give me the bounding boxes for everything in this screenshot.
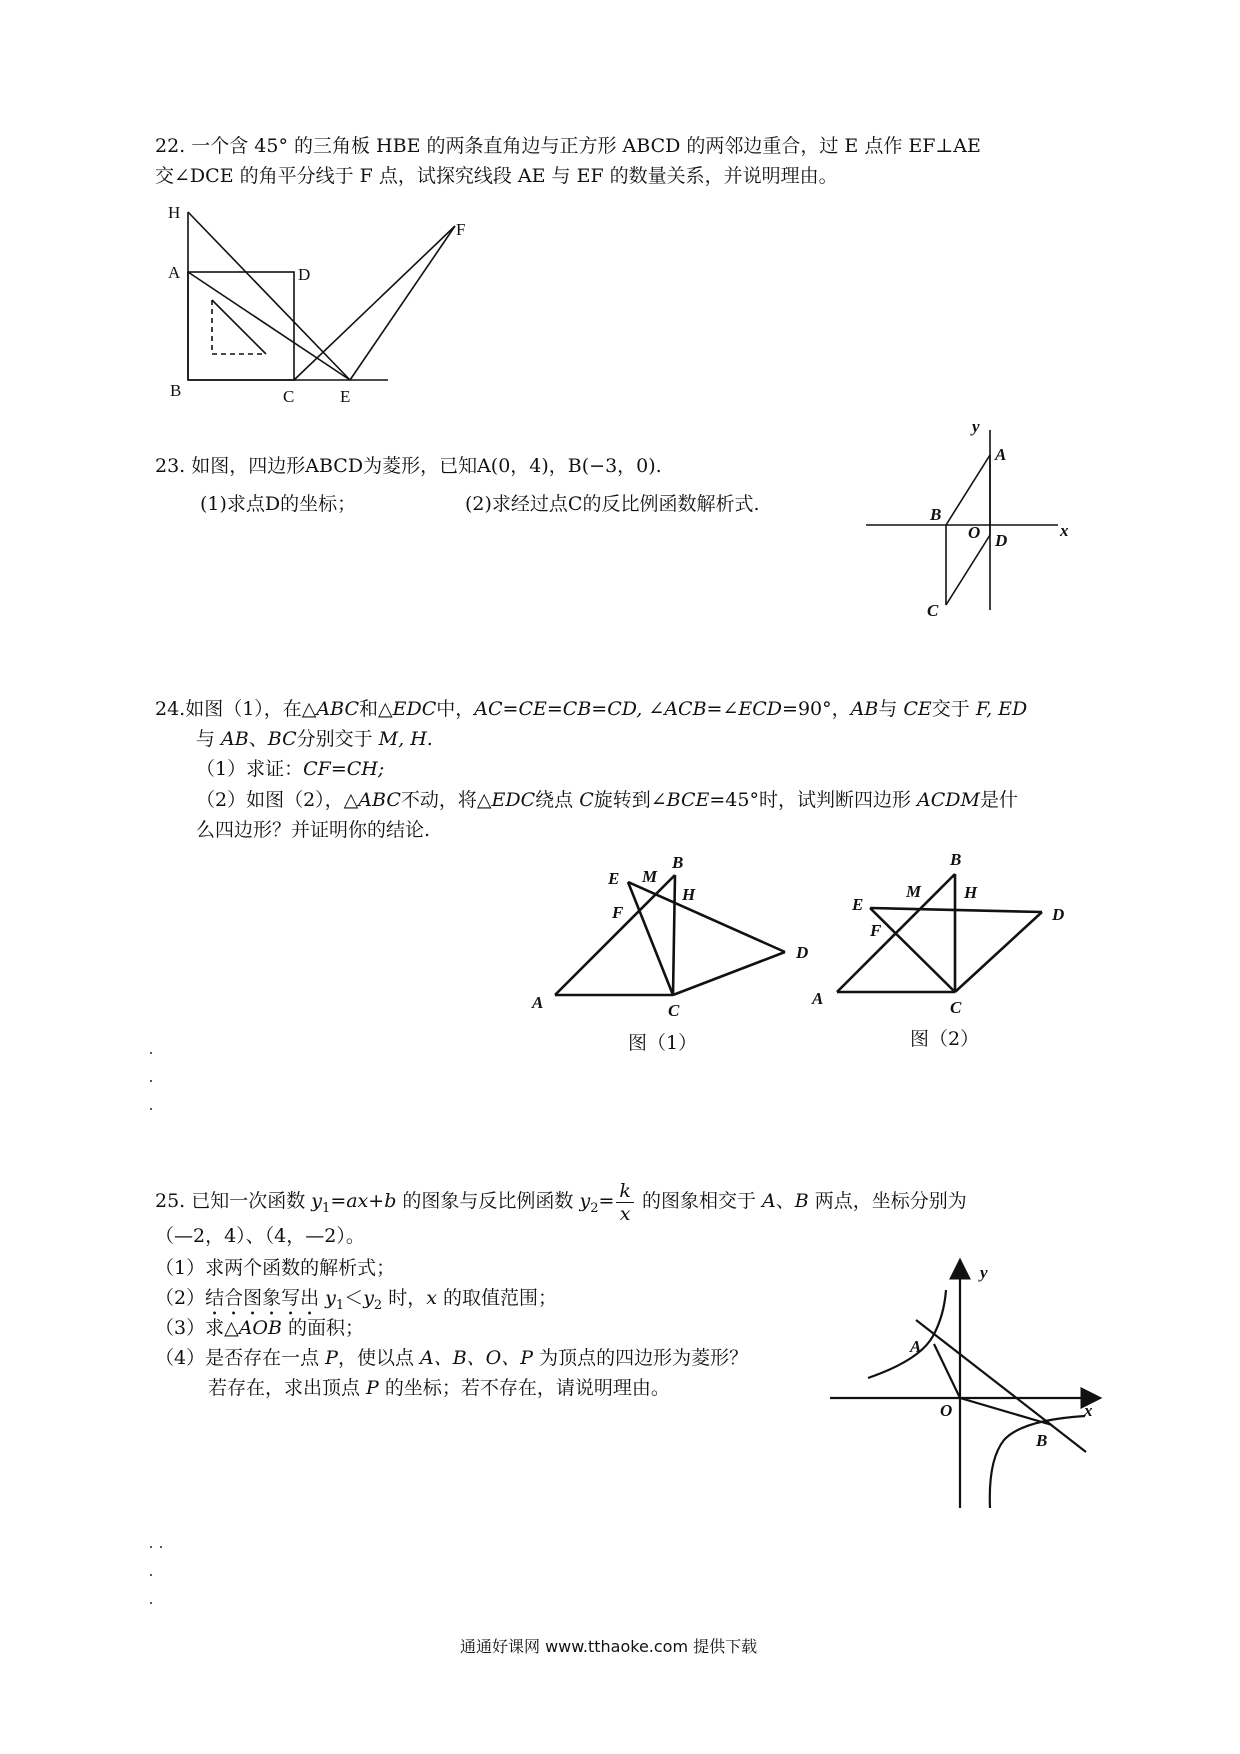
speck (150, 1574, 152, 1576)
q25-part3: （3）求△AOB 的面积； (155, 1317, 365, 1339)
q25-part4-line2: 若存在，求出顶点 P 的坐标；若不存在，请说明理由。 (208, 1377, 670, 1399)
q25-label-a: A (910, 1337, 922, 1356)
q25-fraction: $\frac{k}{x}$ (616, 1180, 634, 1225)
q24f1-label-f: F (612, 903, 624, 922)
q23-label-c: C (927, 601, 939, 620)
q24f2-label-e: E (852, 895, 864, 914)
q25-line2: （—2，4）、（4，—2）。 (155, 1225, 365, 1247)
q22-label-h: H (168, 203, 181, 222)
q24-fig2-caption: 图（2） (910, 1028, 980, 1050)
q22-label-e: E (340, 387, 351, 406)
q25-seg-ob (960, 1398, 1052, 1425)
q24-fig1-caption: 图（1） (628, 1032, 698, 1054)
q22-line1: 22. 一个含 45° 的三角板 HBE 的两条直角边与正方形 ABCD 的两邻边重合，过 E 点作 EF⊥AE (155, 135, 981, 157)
q24-line1: 24.如图（1），在△ABC和△EDC中，AC=CE=CB=CD, ∠ACB=∠ECD=90°，AB与 CE交于 F, ED (155, 698, 1028, 720)
q24f1-label-h: H (682, 885, 696, 904)
q24f2-label-b: B (950, 850, 962, 869)
q23-label-a: A (995, 445, 1007, 464)
q24f1-label-c: C (668, 1001, 680, 1020)
q22-label-f: F (456, 220, 466, 239)
q24f2-label-h: H (964, 883, 978, 902)
q24-part1: （1）求证：CF=CH; (196, 758, 385, 780)
q23-label-y: y (972, 417, 980, 436)
q22-line2: 交∠DCE 的角平分线于 F 点，试探究线段 AE 与 EF 的数量关系，并说明理由。 (155, 165, 838, 187)
q22-label-a: A (168, 263, 181, 282)
q22-label-b: B (170, 381, 182, 400)
q23-part2: (2)求经过点C的反比例函数解析式. (465, 493, 760, 515)
speck (150, 1546, 152, 1548)
q25-line1: 25. 已知一次函数 $y_1=ax+b$ 的图象与反比例函数 $y_2=$ $\frac{k}{x}$ 的图象相交于 A、B 两点，坐标分别为 (155, 1179, 967, 1225)
q23-part1: (1)求点D的坐标； (200, 493, 357, 515)
q24f2-label-c: C (950, 998, 962, 1017)
q24-line2: 与 AB、BC分别交于 M, H. (196, 728, 433, 750)
q24f2-label-a: A (812, 989, 824, 1008)
q24f2-label-f: F (870, 921, 882, 940)
q23-label-o: O (968, 523, 981, 542)
q25-part2: （2）结合图象写出 $y_1<y_2$ 时，x 的取值范围； (155, 1287, 558, 1313)
q24f1-label-b: B (672, 853, 684, 872)
q24f1-label-a: A (532, 993, 544, 1012)
q23-label-b: B (930, 505, 942, 524)
q23-label-d: D (995, 531, 1008, 550)
speck (150, 1602, 152, 1604)
q25-hyperbola-lower (990, 1416, 1085, 1508)
q25-label-x: x (1084, 1401, 1093, 1420)
q25-part1: （1）求两个函数的解析式； (155, 1257, 396, 1279)
q24f2-label-m: M (906, 882, 922, 901)
q25-label-o: O (940, 1401, 953, 1420)
q25-line-y1 (916, 1320, 1086, 1452)
page-footer: 通通好课网 www.tthaoke.com 提供下载 (460, 1637, 758, 1656)
q24f2-label-d: D (1052, 905, 1065, 924)
q22-label-d: D (298, 265, 311, 284)
q25-label-y: y (980, 1263, 988, 1282)
speck (160, 1546, 162, 1548)
q24-part2-line2: 么四边形？并证明你的结论. (196, 819, 431, 841)
q24f1-label-e: E (608, 869, 620, 888)
q23-line1: 23. 如图，四边形ABCD为菱形，已知A(0，4)，B(−3，0). (155, 455, 662, 477)
q22-label-c: C (283, 387, 295, 406)
q24f1-label-d: D (796, 943, 809, 962)
q24f1-label-m: M (642, 867, 658, 886)
q25-label-b: B (1036, 1431, 1048, 1450)
q24-part2: （2）如图（2），△ABC不动，将△EDC绕点 C旋转到∠BCE=45°时，试判断四边形 ACDM是什 (196, 789, 1018, 811)
q25-part4: （4）是否存在一点 P，使以点 A、B、O、P 为顶点的四边形为菱形？ (155, 1347, 749, 1369)
q23-label-x: x (1060, 521, 1069, 540)
